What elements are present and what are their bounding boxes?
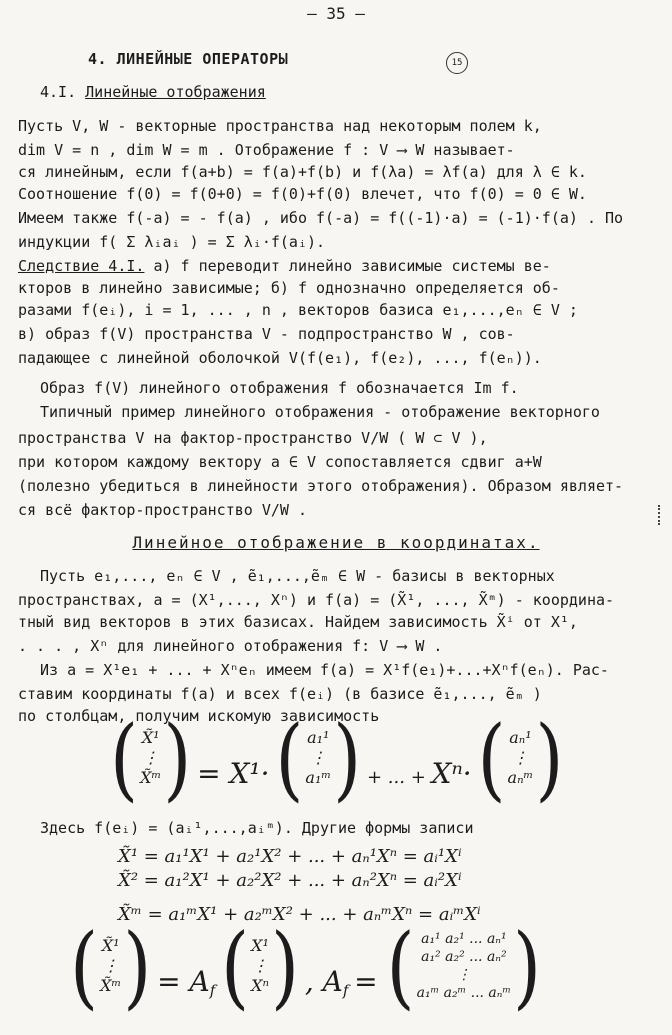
text-line: Пусть V, W - векторные пространства над некоторым полем k, [18,117,542,135]
text-line: ставим координаты f(a) и всех f(eᵢ) (в базисе ẽ₁,..., ẽₘ ) [18,685,542,703]
text-line: в) образ f(V) пространства V - подпространство W , сов- [18,325,515,343]
text-line: пространствах, a = (X¹,..., Xⁿ) и f(a) = (X̃¹, ..., X̃ᵐ) - координа- [18,591,615,609]
equation-matrix-form: ( X̃¹ ⋮ X̃ᵐ ) = $A_f$ ( X¹ ⋮ Xⁿ ) , $A_f$ = ( a₁¹ a₂¹ ... aₙ¹ a₁² a₂² ... aₙ² ⋮ a₁ᵐ a₂ᵐ ... aₙᵐ ) [70,913,542,1019]
text-line: ся линейным, если f(a+b) = f(a)+f(b) и f(λa) = λf(a) для λ ∈ k. [18,163,587,181]
equation-line: X̃ᵐ = a₁ᵐX¹ + a₂ᵐX² + ... + aₙᵐXⁿ = aᵢᵐXⁱ [118,904,481,925]
vector-entry: X̃¹ [101,936,120,955]
coefficient: Xⁿ [431,757,463,790]
text-line: Образ f(V) линейного отображения f обозначается Im f. [40,379,519,397]
subsection-heading: Линейное отображение в координатах. [132,533,540,552]
chapter-title: 4. ЛИНЕЙНЫЕ ОПЕРАТОРЫ [88,50,289,68]
library-stamp: 15 [446,52,468,74]
section-number: 4.I. [40,83,77,101]
corollary-label: Следствие 4.I. [18,257,145,275]
text-line: падающее с линейной оболочкой V(f(e₁), f(e₂), ..., f(eₙ)). [18,349,542,367]
text-line: пространства V на фактор-пространство V/W ( W ⊂ V ), [18,429,488,447]
matrix-subscript: f [209,981,216,1000]
vector-entry: ⋮ [310,748,327,767]
text-line: Соотношение f(0) = f(0+0) = f(0)+f(0) влечет, что f(0) = 0 ∈ W. [18,185,587,203]
vector-entry: X̃ᵐ [100,976,122,995]
text-line: Имеем также f(-a) = - f(a) , ибо f(-a) = f((-1)·a) = (-1)·f(a) . По [18,209,624,227]
matrix-symbol: A [322,965,343,998]
coefficient: X¹ [229,757,261,790]
vector-rhs: ( X¹ ⋮ Xⁿ ) [221,913,300,1019]
equation-column-decomposition: ( X̃¹ ⋮ X̃ᵐ ) = X¹· ( a₁¹ ⋮ a₁ᵐ ) + ... + Xⁿ· ( aₙ¹ ⋮ aₙᵐ ) [110,705,564,811]
plus-dots: + ... + [367,767,426,788]
vector-entry: a₁¹ [307,728,330,747]
equation-line: X̃¹ = a₁¹X¹ + a₂¹X² + ... + aₙ¹Xⁿ = aᵢ¹Xⁱ [118,846,462,867]
vector-entry: X̃¹ [141,728,160,747]
vector-entry: ⋮ [142,748,159,767]
vector-coln: ( aₙ¹ ⋮ aₙᵐ ) [477,705,564,811]
matrix-row: a₁² a₂² ... aₙ² [421,949,507,965]
text-line: dim V = n , dim W = m . Отображение f : V ⟶ W называет- [18,141,515,159]
text-line: ся всё фактор-пространство V/W . [18,501,307,519]
text-line: тный вид векторов в этих базисах. Найдем зависимость X̃ⁱ от X¹, [18,613,578,631]
vector-lhs: ( X̃¹ ⋮ X̃ᵐ ) [110,705,192,811]
text-line: Из a = X¹e₁ + ... + Xⁿeₙ имеем f(a) = X¹f(e₁)+...+Xⁿf(eₙ). Рас- [40,661,609,679]
equation-line: X̃² = a₁²X¹ + a₂²X² + ... + aₙ²Xⁿ = aᵢ²Xⁱ [118,870,462,891]
corollary-text: а) f переводит линейно зависимые системы ве- [153,257,551,275]
vector-col1: ( a₁¹ ⋮ a₁ᵐ ) [275,705,362,811]
matrix-row: ⋮ [456,967,471,983]
vector-entry: X̃ᵐ [140,768,162,787]
text-line: индукции f( Σ λᵢaᵢ ) = Σ λᵢ·f(aᵢ). [18,233,326,251]
vector-entry: X¹ [251,936,269,955]
vector-entry: ⋮ [512,748,529,767]
matrix-row: a₁ᵐ a₂ᵐ ... aₙᵐ [416,985,512,1001]
text-line: разами f(eᵢ), i = 1, ... , n , векторов базиса e₁,...,eₙ ∈ V ; [18,301,578,319]
text-line: Пусть e₁,..., eₙ ∈ V , ẽ₁,...,ẽₘ ∈ W - базисы в векторных [40,567,555,585]
matrix-subscript: f [342,981,349,1000]
text-line: . . . , Xⁿ для линейного отображения f: V ⟶ W . [18,637,443,655]
vector-entry: ⋮ [102,956,119,975]
vector-entry: ⋮ [252,956,269,975]
vector-entry: aₙᵐ [507,768,534,787]
vector-entry: Xⁿ [251,976,269,995]
text-line: Типичный пример линейного отображения - отображение векторного [40,403,600,421]
text-line: по столбцам, получим искомую зависимость [18,707,380,725]
text-line: Здесь f(eᵢ) = (aᵢ¹,...,aᵢᵐ). Другие формы записи [40,819,474,837]
margin-mark [658,505,670,525]
matrix-row: a₁¹ a₂¹ ... aₙ¹ [421,931,507,947]
page-number: – 35 – [307,4,365,23]
section-title: Линейные отображения [85,83,266,101]
text-line: кторов в линейно зависимые; б) f однозначно определяется об- [18,279,560,297]
coefficient-matrix: ( a₁¹ a₂¹ ... aₙ¹ a₁² a₂² ... aₙ² ⋮ a₁ᵐ a₂ᵐ ... aₙᵐ ) [386,913,542,1019]
corollary-line [18,256,650,276]
section-heading [40,83,266,101]
text-line: (полезно убедиться в линейности этого отображения). Образом являет- [18,477,624,495]
matrix-symbol: A [189,965,210,998]
vector-entry: a₁ᵐ [305,768,332,787]
vector-lhs: ( X̃¹ ⋮ X̃ᵐ ) [70,913,152,1019]
vector-entry: aₙ¹ [509,728,532,747]
text-line: при котором каждому вектору a ∈ V сопоставляется сдвиг a+W [18,453,542,471]
